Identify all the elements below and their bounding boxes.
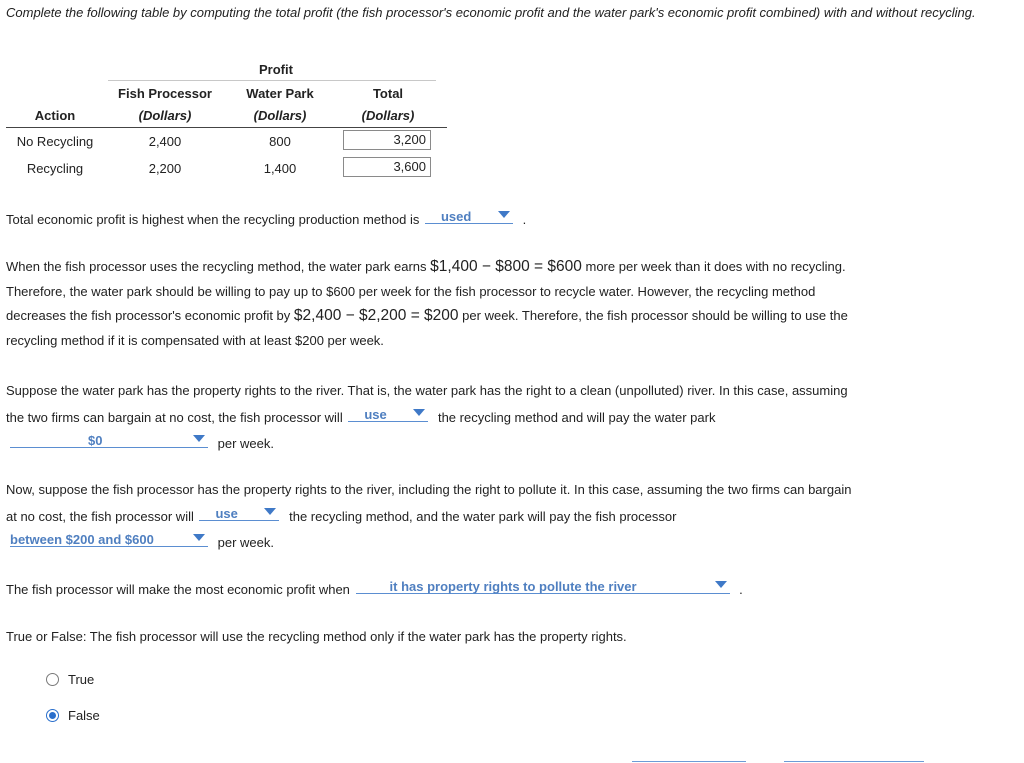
unit-water: (Dollars) [253,108,307,123]
explain-line-4: recycling method if it is compensated with at least $200 per week. [6,332,384,348]
profit-group-header: Profit [259,62,293,77]
bottom-button-edge[interactable] [784,761,924,762]
instructions: Complete the following table by computing the total profit (the fish processor's economic profit and the water park's economic profit combined) with and without recycling. [6,5,976,20]
q2-pay-dropdown[interactable] [10,430,208,448]
radio-true[interactable] [46,673,59,686]
q2-line-1: Suppose the water park has the property rights to the river. That is, the water park has the right to a clean (unpolluted) river. In this case, assuming [6,383,848,398]
row-action: No Recycling [16,134,94,149]
row-water: 1,400 [263,161,297,176]
q3-end: per week. [217,535,274,550]
q1-dropdown-value: used [440,209,472,224]
q2-line-2 [6,404,1006,431]
q1-line [6,206,1006,233]
explain-text-c: decreases the fish processor's economic profit by [6,308,291,323]
q2-block [6,379,1006,457]
chevron-down-icon [498,211,510,218]
q4-text: The fish processor will make the most economic profit when [6,582,350,597]
q3-use-dropdown[interactable] [199,503,279,521]
explain-text-a: When the fish processor uses the recycling method, the water park earns [6,259,427,274]
chevron-down-icon [715,581,727,588]
explanation [6,255,1006,353]
q2-pay-value: $0 [88,433,103,448]
q4-end: . [739,582,743,597]
q3-pre: at no cost, the fish processor will [6,508,194,524]
q3-pay-value: between $200 and $600 [10,532,154,547]
q3-line-3 [6,529,1006,556]
col-header-action: Action [34,108,76,123]
row-fish: 2,200 [148,161,182,176]
explain-line-1 [6,255,1006,280]
q3-line-2 [6,503,1006,530]
explain-line-2: Therefore, the water park should be willing to pay up to $600 per week for the fish processor to recycle water. However, the recycling method [6,283,816,299]
total-input-no-recycling[interactable]: 3,200 [343,130,431,150]
radio-true-label: True [68,672,95,687]
row-fish: 2,400 [148,134,182,149]
q3-use-value: use [215,505,238,521]
chevron-down-icon [193,435,205,442]
q3-post: the recycling method, and the water park will pay the fish processor [289,508,677,524]
bottom-button-edge[interactable] [632,761,746,762]
radio-false-label: False [68,708,100,723]
explain-line-3 [6,304,1006,329]
col-header-water: Water Park [246,86,314,101]
chevron-down-icon [413,409,425,416]
q2-use-value: use [364,406,387,422]
explain-equation-2: $2,400 − $2,200 = $200 [293,307,459,324]
q4-line [6,576,1006,603]
explain-equation-1: $1,400 − $800 = $600 [430,258,582,275]
explain-text-b: more per week than it does with no recycling. [585,259,846,274]
radio-false[interactable] [46,709,59,722]
q1-text: Total economic profit is highest when the recycling production method is [6,212,420,227]
unit-total: (Dollars) [361,108,415,123]
q2-line-3 [6,430,1006,457]
q1-dropdown[interactable] [425,206,513,224]
q5-text: True or False: The fish processor will use the recycling method only if the water park has the property rights. [6,629,627,644]
q2-use-dropdown[interactable] [348,404,428,422]
unit-fish: (Dollars) [138,108,192,123]
q4-dropdown-value: it has property rights to pollute the river [389,579,637,594]
chevron-down-icon [264,508,276,515]
col-header-total: Total [372,86,404,101]
q2-pre: the two firms can bargain at no cost, the fish processor will [6,409,343,425]
q4-dropdown[interactable] [356,576,730,594]
q2-post: the recycling method and will pay the water park [437,409,716,425]
row-action: Recycling [26,161,84,176]
explain-text-d: per week. Therefore, the fish processor should be willing to use the [462,308,848,323]
chevron-down-icon [193,534,205,541]
q3-line-1: Now, suppose the fish processor has the property rights to the river, including the right to pollute it. In this case, assuming the two firms can bargain [6,482,852,497]
q2-end: per week. [217,436,274,451]
q1-end: . [522,212,527,227]
col-header-fish: Fish Processor [118,86,212,101]
total-input-recycling[interactable]: 3,600 [343,157,431,177]
q3-pay-dropdown[interactable] [10,529,208,547]
row-water: 800 [269,134,291,149]
q3-block [6,478,1006,556]
